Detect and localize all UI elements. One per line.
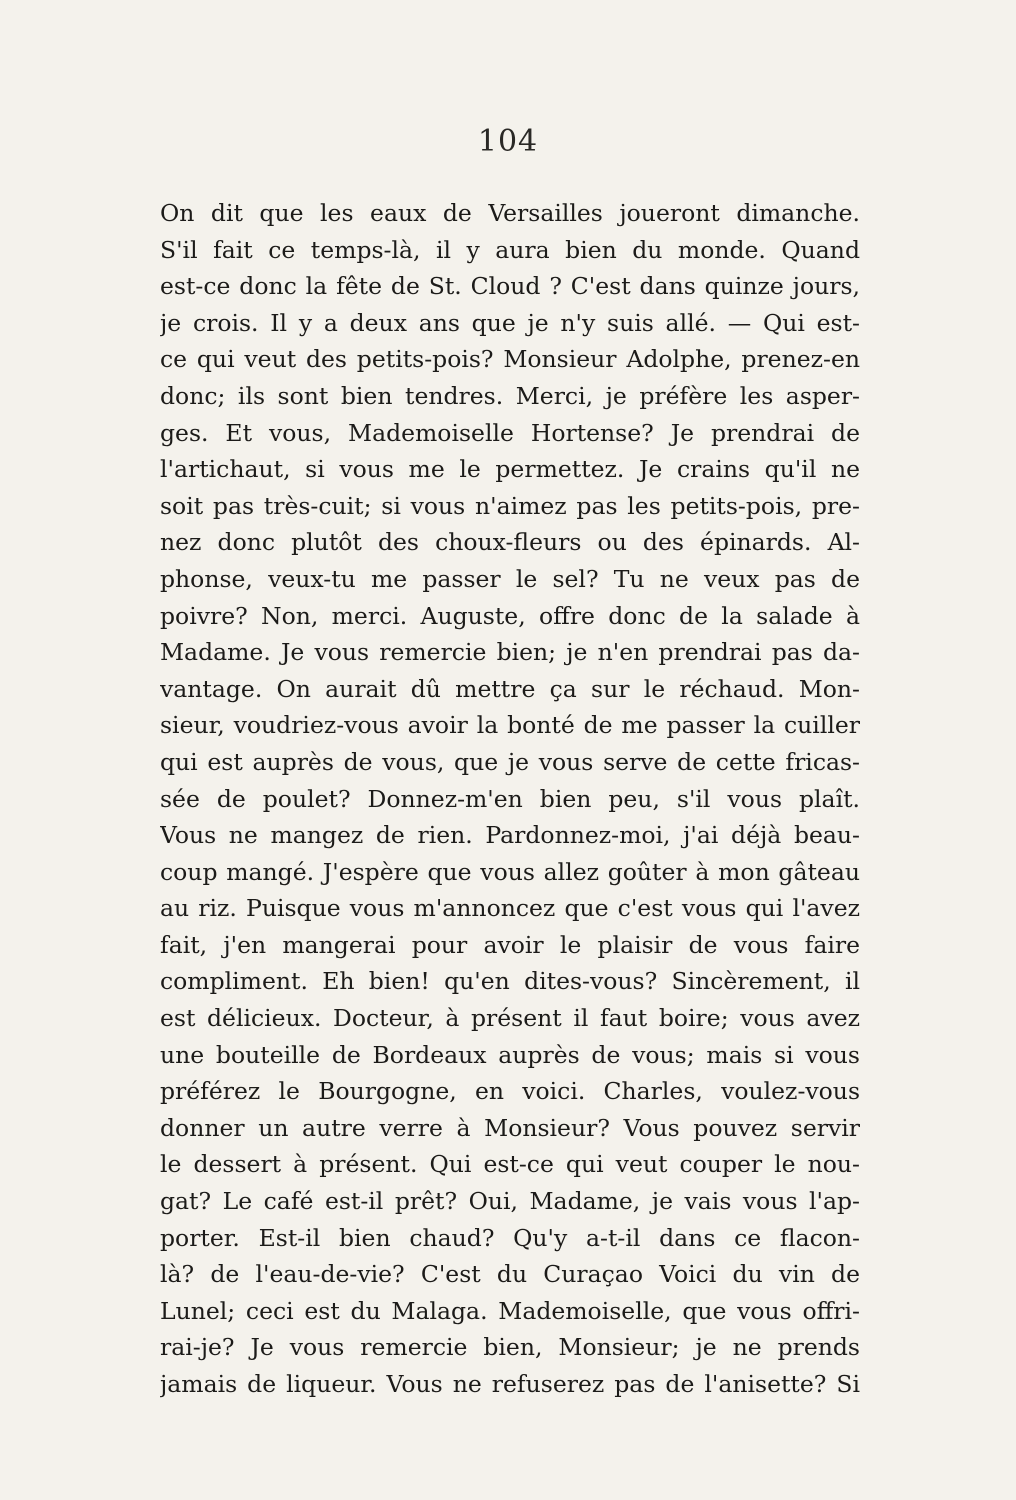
body-text xyxy=(160,195,860,1403)
text-line: ce qui veut des petits-pois? Monsieur Adolphe, prenez-en xyxy=(160,345,860,374)
text-line: On dit que les eaux de Versailles joueront dimanche. xyxy=(160,199,860,227)
text-line: sée de poulet? Donnez-m'en bien peu, s'il vous plaît. xyxy=(160,784,860,813)
text-line: fait, j'en mangerai pour avoir le plaisir de vous faire xyxy=(160,930,860,959)
text-line: ges. Et vous, Mademoiselle Hortense? Je prendrai de xyxy=(160,418,860,447)
text-line: l'artichaut, si vous me le permettez. Je crains qu'il ne xyxy=(160,455,860,484)
text-line: donc; ils sont bien tendres. Merci, je préfère les asper- xyxy=(160,381,860,410)
text-line: jamais de liqueur. Vous ne refuserez pas de l'anisette? Si xyxy=(160,1370,860,1398)
text-line: est-ce donc la fête de St. Cloud ? C'est dans quinze jours, xyxy=(160,272,860,301)
text-line: poivre? Non, merci. Auguste, offre donc de la salade à xyxy=(160,601,860,630)
text-line: vantage. On aurait dû mettre ça sur le réchaud. Mon- xyxy=(160,674,860,703)
text-line: je crois. Il y a deux ans que je n'y suis allé. — Qui est- xyxy=(160,308,860,337)
text-line: soit pas très-cuit; si vous n'aimez pas les petits-pois, pre- xyxy=(160,491,860,520)
text-line: rai-je? Je vous remercie bien, Monsieur; je ne prends xyxy=(160,1333,860,1362)
text-line: sieur, voudriez-vous avoir la bonté de me passer la cuiller xyxy=(160,711,860,740)
text-line: Vous ne mangez de rien. Pardonnez-moi, j'ai déjà beau- xyxy=(160,821,860,850)
text-line: là? de l'eau-de-vie? C'est du Curaçao Voici du vin de xyxy=(160,1260,860,1289)
text-line: coup mangé. J'espère que vous allez goûter à mon gâteau xyxy=(160,857,860,886)
page-number: 104 xyxy=(477,124,539,159)
text-line: est délicieux. Docteur, à présent il faut boire; vous avez xyxy=(160,1004,860,1033)
text-line: donner un autre verre à Monsieur? Vous pouvez servir xyxy=(160,1113,860,1142)
text-line: qui est auprès de vous, que je vous serve de cette fricas- xyxy=(160,747,860,776)
text-line: compliment. Eh bien! qu'en dites-vous? Sincèrement, il xyxy=(160,967,860,996)
text-line: gat? Le café est-il prêt? Oui, Madame, je vais vous l'ap- xyxy=(160,1187,860,1216)
text-line: nez donc plutôt des choux-fleurs ou des épinards. Al- xyxy=(160,528,860,557)
text-line: porter. Est-il bien chaud? Qu'y a-t-il dans ce flacon- xyxy=(160,1223,860,1252)
text-line: au riz. Puisque vous m'annoncez que c'est vous qui l'avez xyxy=(160,894,860,923)
text-line: le dessert à présent. Qui est-ce qui veut couper le nou- xyxy=(160,1150,860,1179)
text-line: préférez le Bourgogne, en voici. Charles, voulez-vous xyxy=(160,1077,860,1106)
text-line: une bouteille de Bordeaux auprès de vous; mais si vous xyxy=(160,1040,860,1069)
text-line: S'il fait ce temps-là, il y aura bien du monde. Quand xyxy=(160,235,860,264)
text-line: Madame. Je vous remercie bien; je n'en prendrai pas da- xyxy=(160,638,860,667)
text-line: phonse, veux-tu me passer le sel? Tu ne veux pas de xyxy=(160,564,860,593)
text-line: Lunel; ceci est du Malaga. Mademoiselle, que vous offri- xyxy=(160,1296,860,1325)
